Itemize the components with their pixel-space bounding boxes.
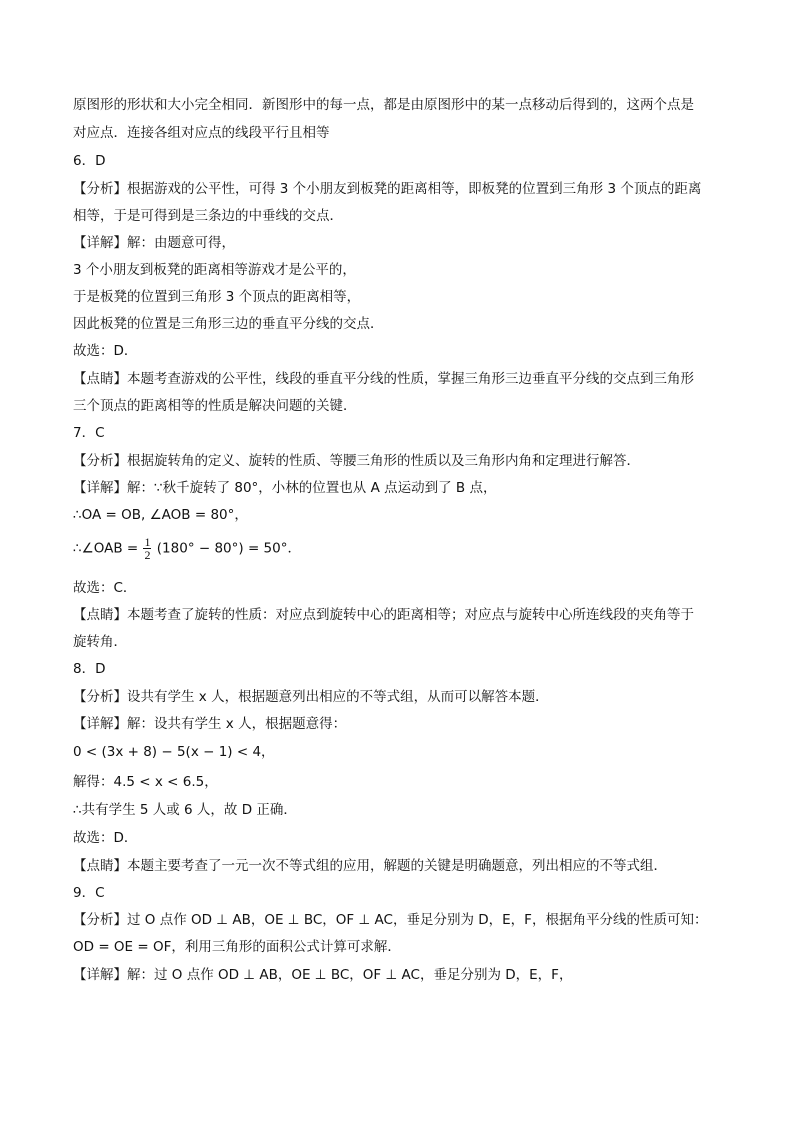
answer-number: 7．C: [73, 425, 105, 441]
text-line: 原图形的形状和大小完全相同．新图形中的每一点，都是由原图形中的某一点移动后得到的，这两个点是: [73, 97, 694, 113]
choice-line: 故选：D．: [73, 830, 138, 846]
answer-number: 8．D: [73, 661, 106, 677]
detail-line: 3 个小朋友到板凳的距离相等游戏才是公平的，: [73, 262, 356, 278]
answer-number: 9．C: [73, 885, 105, 901]
analysis-line: 【分析】过 O 点作 OD ⊥ AB，OE ⊥ BC，OF ⊥ AC，垂足分别为 D，E，F，根据角平分线的性质可知：: [73, 912, 708, 928]
analysis-line: OD = OE = OF，利用三角形的面积公式计算可求解．: [73, 939, 401, 955]
detail-line: 【详解】解：∵秋千旋转了 80°，小林的位置也从 A 点运动到了 B 点，: [73, 480, 497, 496]
answer-number: 6．D: [73, 153, 106, 169]
equation-line: [73, 536, 301, 561]
detail-line: ∴共有学生 5 人或 6 人，故 D 正确．: [73, 802, 297, 818]
comment-line: 【点睛】本题考查游戏的公平性，线段的垂直平分线的性质，掌握三角形三边垂直平分线的交点到三角形: [73, 371, 694, 387]
comment-line: 【点睛】本题主要考查了一元一次不等式组的应用，解题的关键是明确题意，列出相应的不等式组．: [73, 858, 667, 874]
detail-line: 【详解】解：设共有学生 x 人，根据题意得：: [73, 716, 347, 732]
detail-line: 因此板凳的位置是三角形三边的垂直平分线的交点．: [73, 316, 384, 332]
equation-line: 解得：4.5 < x < 6.5，: [73, 774, 218, 790]
analysis-line: 【分析】根据旋转角的定义、旋转的性质、等腰三角形的性质以及三角形内角和定理进行解答．: [73, 453, 640, 469]
comment-line: 三个顶点的距离相等的性质是解决问题的关键．: [73, 398, 357, 414]
choice-line: 故选：D．: [73, 343, 138, 359]
text-line: 对应点．连接各组对应点的线段平行且相等: [73, 125, 330, 141]
choice-line: 故选：C．: [73, 580, 137, 596]
equation-line: ∴OA = OB, ∠AOB = 80°，: [73, 507, 248, 523]
comment-line: 【点睛】本题考查了旋转的性质：对应点到旋转中心的距离相等；对应点与旋转中心所连线段的夹角等于: [73, 607, 694, 623]
fraction-denominator: 2: [144, 548, 151, 562]
equation-left: ∴∠OAB =: [73, 540, 139, 557]
fraction: [143, 536, 151, 561]
detail-line: 【详解】解：过 O 点作 OD ⊥ AB，OE ⊥ BC，OF ⊥ AC，垂足分别为 D，E，F，: [73, 967, 573, 983]
detail-line: 于是板凳的位置到三角形 3 个顶点的距离相等，: [73, 289, 361, 305]
analysis-line: 【分析】根据游戏的公平性，可得 3 个小朋友到板凳的距离相等，即板凳的位置到三角形 3 个顶点的距离: [73, 181, 702, 197]
equation-line: 0 < (3x + 8) − 5(x − 1) < 4，: [73, 744, 275, 760]
analysis-line: 相等，于是可得到是三条边的中垂线的交点．: [73, 208, 343, 224]
equation-right: (180° − 80°) = 50°．: [156, 540, 301, 557]
analysis-line: 【分析】设共有学生 x 人，根据题意列出相应的不等式组，从而可以解答本题．: [73, 689, 549, 705]
fraction-numerator: 1: [144, 535, 151, 549]
detail-line: 【详解】解：由题意可得，: [73, 235, 235, 251]
comment-line: 旋转角．: [73, 634, 127, 650]
